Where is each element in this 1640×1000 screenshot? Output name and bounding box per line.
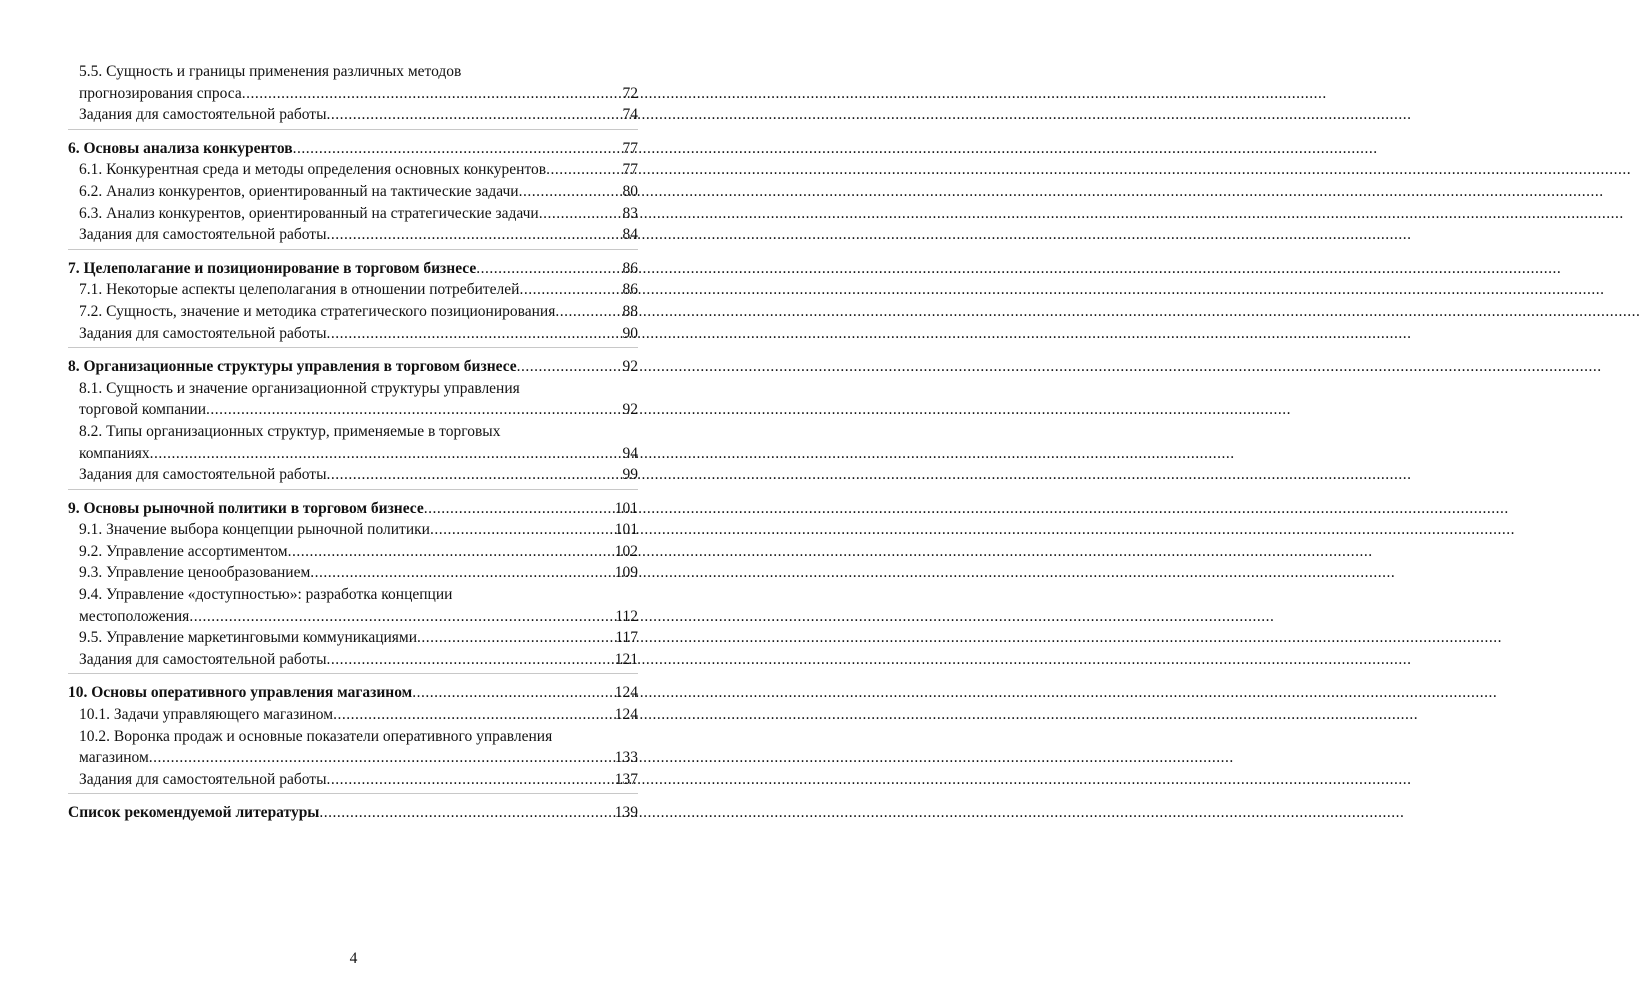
toc-entry[interactable] [68, 323, 638, 345]
toc-entry[interactable] [68, 519, 638, 541]
dot-leader [319, 802, 613, 824]
toc-entry[interactable] [68, 83, 638, 105]
toc-entry-title: 8.1. Сущность и значение организационной структуры управления [79, 379, 520, 397]
toc-entry[interactable] [68, 104, 638, 126]
toc-entry-title: 9.4. Управление «доступностью»: разработка концепции [79, 586, 453, 604]
toc-chapter-heading[interactable] [68, 498, 638, 520]
toc-entry-title: 8. Организационные структуры управления в торговом бизнесе [68, 358, 517, 376]
dot-leader [293, 138, 622, 160]
toc-page-number: 86 [622, 281, 638, 299]
dot-leader [546, 159, 621, 181]
toc-entry[interactable] [68, 769, 638, 791]
toc-page-number: 137 [614, 770, 638, 788]
toc-entry[interactable] [68, 378, 638, 400]
dot-leader [150, 443, 622, 465]
toc-entry-title: 10.1. Задачи управляющего магазином [79, 706, 334, 724]
dot-leader [555, 301, 621, 323]
dot-leader [519, 279, 621, 301]
toc-page-number: 84 [622, 226, 638, 244]
dot-leader [326, 769, 613, 791]
toc-entry-title: Задания для самостоятельной работы [79, 226, 327, 244]
toc-entry-title: местоположения [79, 607, 190, 625]
dot-leader [326, 649, 613, 671]
toc-entry[interactable] [68, 747, 638, 769]
toc-page-number: 83 [622, 204, 638, 222]
toc-page-number: 102 [614, 542, 638, 560]
toc-entry-title: 6.2. Анализ конкурентов, ориентированный на тактические задачи [79, 182, 519, 200]
toc-entry-title: 9.2. Управление ассортиментом [79, 542, 288, 560]
toc-page-number: 88 [622, 302, 638, 320]
toc-entry-title: 9.3. Управление ценообразованием [79, 564, 311, 582]
toc-entry-title: 8.2. Типы организационных структур, применяемые в торговых [79, 422, 501, 440]
toc-page-number: 94 [622, 444, 638, 462]
toc-chapter-heading[interactable] [68, 258, 638, 280]
document-page [0, 0, 707, 1000]
dot-leader [149, 747, 614, 769]
toc-page-number: 90 [622, 324, 638, 342]
dot-leader [326, 323, 621, 345]
toc-entry[interactable] [68, 224, 638, 246]
dot-leader [333, 704, 614, 726]
toc-entry-title: компаниях [79, 444, 150, 462]
toc-entry[interactable] [68, 464, 638, 486]
dot-leader [424, 498, 614, 520]
toc-entry-title: магазином [79, 749, 149, 767]
dot-leader [206, 399, 622, 421]
toc-page-number: 121 [614, 650, 638, 668]
toc-entry-title: Задания для самостоятельной работы [79, 466, 327, 484]
toc-entry-title: 9.5. Управление маркетинговыми коммуникациями [79, 629, 418, 647]
dot-leader [189, 606, 614, 628]
toc-page-number: 101 [614, 521, 638, 539]
toc-page-number: 77 [622, 139, 638, 157]
dot-leader [288, 541, 614, 563]
toc-chapter-heading[interactable] [68, 138, 638, 160]
toc-entry-title: 6.1. Конкурентная среда и методы определения основных конкурентов [79, 161, 547, 179]
toc-page-number: 80 [622, 182, 638, 200]
toc-entry[interactable] [68, 726, 638, 748]
toc-entry[interactable] [68, 279, 638, 301]
toc-page-number: 139 [614, 804, 638, 822]
toc-entry[interactable] [68, 181, 638, 203]
toc-entry-title: 7. Целеполагание и позиционирование в торговом бизнесе [68, 259, 477, 277]
toc-entry-title: Задания для самостоятельной работы [79, 106, 327, 124]
toc-entry-title: 10. Основы оперативного управления магазином [68, 684, 413, 702]
toc-chapter-heading[interactable] [68, 356, 638, 378]
toc-page-number: 124 [614, 706, 638, 724]
dot-leader [539, 203, 622, 225]
dot-leader [417, 627, 614, 649]
toc-page-number: 92 [622, 358, 638, 376]
toc-chapter-heading[interactable] [68, 802, 638, 824]
dot-leader [517, 356, 622, 378]
toc-page-number: 101 [614, 499, 638, 517]
toc-entry-title: 9.1. Значение выбора концепции рыночной политики [79, 521, 430, 539]
toc-page-number: 74 [622, 106, 638, 124]
dot-leader [326, 464, 621, 486]
toc-entry-title: прогнозирования спроса [79, 84, 242, 102]
toc-entry-title: 7.2. Сущность, значение и методика стратегического позиционирования [79, 302, 556, 320]
toc-entry[interactable] [68, 704, 638, 726]
dot-leader [242, 83, 622, 105]
toc-entry-title: Задания для самостоятельной работы [79, 650, 327, 668]
toc-entry[interactable] [68, 421, 638, 443]
toc-entry[interactable] [68, 584, 638, 606]
toc-entry[interactable] [68, 301, 638, 323]
toc-page-number: 77 [622, 161, 638, 179]
toc-page-number: 72 [622, 84, 638, 102]
toc-entry-title: 9. Основы рыночной политики в торговом бизнесе [68, 499, 424, 517]
toc-entry-title: 6.3. Анализ конкурентов, ориентированный на стратегические задачи [79, 204, 539, 222]
toc-page-number: 133 [614, 749, 638, 767]
toc-entry[interactable] [68, 443, 638, 465]
table-of-contents [68, 61, 638, 824]
dot-leader [326, 104, 621, 126]
toc-entry-title: торговой компании [79, 401, 206, 419]
toc-entry[interactable] [68, 399, 638, 421]
toc-entry[interactable] [68, 159, 638, 181]
toc-entry[interactable] [68, 606, 638, 628]
toc-entry[interactable] [68, 61, 638, 83]
page-number: 4 [349, 950, 358, 967]
toc-page-number: 124 [614, 684, 638, 702]
toc-page-number: 99 [622, 466, 638, 484]
toc-entry-title: 6. Основы анализа конкурентов [68, 139, 293, 157]
toc-page-number: 86 [622, 259, 638, 277]
toc-entry[interactable] [68, 562, 638, 584]
toc-page-number: 117 [615, 629, 638, 647]
toc-page-number: 112 [615, 607, 638, 625]
toc-entry[interactable] [68, 203, 638, 225]
dot-leader [326, 224, 621, 246]
toc-entry-title: 5.5. Сущность и границы применения различных методов [79, 63, 462, 80]
toc-entry-title: 10.2. Воронка продаж и основные показатели оперативного управления [79, 727, 553, 745]
toc-entry[interactable] [68, 627, 638, 649]
toc-entry-title: Список рекомендуемой литературы [68, 804, 320, 822]
toc-entry[interactable] [68, 649, 638, 671]
dot-leader [519, 181, 622, 203]
toc-page-number: 109 [614, 564, 638, 582]
toc-entry-title: Задания для самостоятельной работы [79, 770, 327, 788]
section-divider [68, 249, 638, 250]
section-divider [68, 347, 638, 348]
toc-entry-title: 7.1. Некоторые аспекты целеполагания в отношении потребителей [79, 281, 520, 299]
dot-leader [310, 562, 613, 584]
section-divider [68, 129, 638, 130]
section-divider [68, 489, 638, 490]
toc-page-number: 92 [622, 401, 638, 419]
toc-entry[interactable] [68, 541, 638, 563]
dot-leader [430, 519, 614, 541]
dot-leader [412, 682, 614, 704]
section-divider [68, 793, 638, 794]
toc-chapter-heading[interactable] [68, 682, 638, 704]
dot-leader [476, 258, 621, 280]
section-divider [68, 673, 638, 674]
toc-entry-title: Задания для самостоятельной работы [79, 324, 327, 342]
